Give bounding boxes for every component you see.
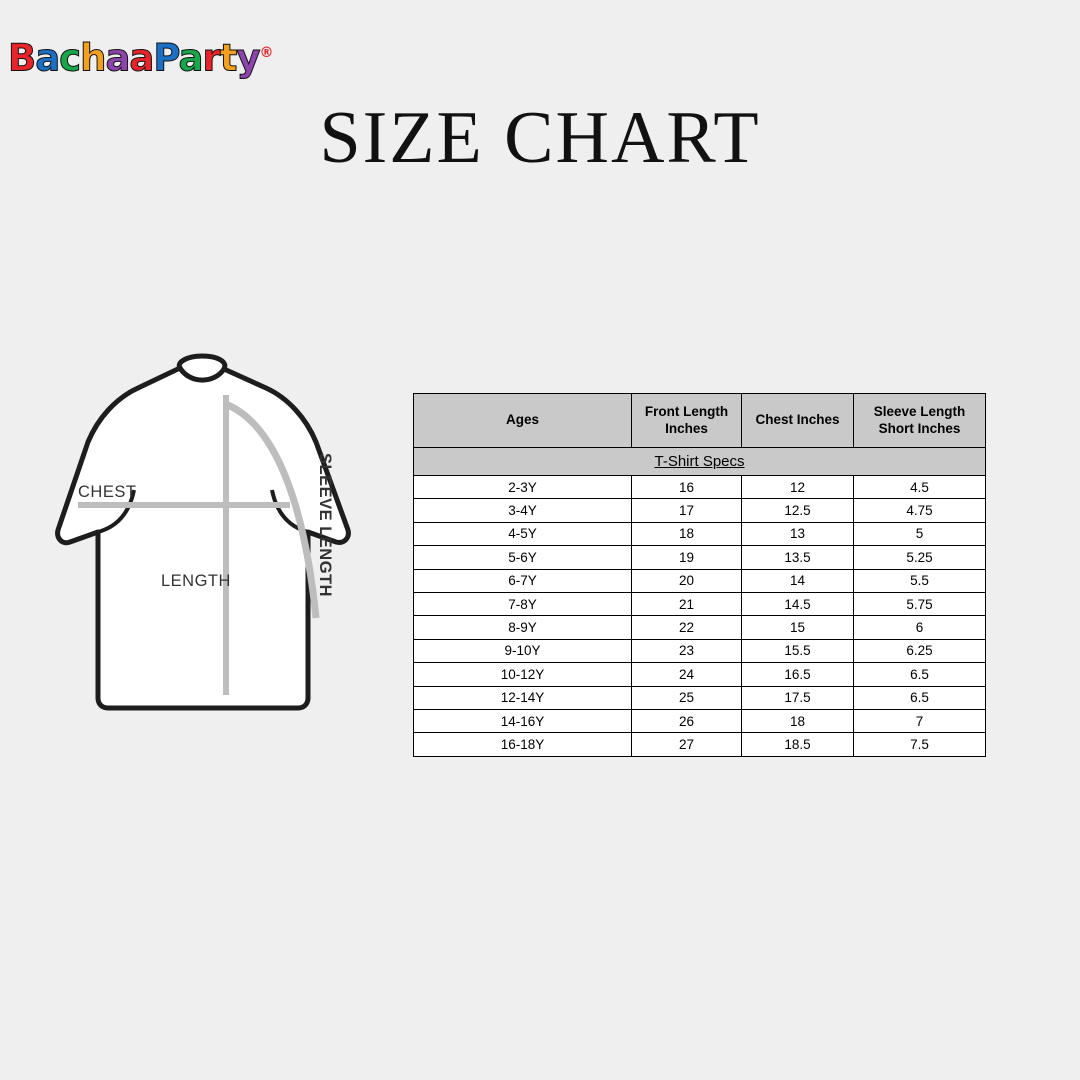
cell-sleeve-length: 4.5 bbox=[854, 476, 986, 499]
table-row bbox=[414, 616, 986, 639]
column-header-ages bbox=[414, 394, 632, 448]
chest-label: CHEST bbox=[78, 483, 137, 501]
table-caption bbox=[414, 448, 986, 476]
logo-letter: a bbox=[178, 36, 203, 80]
tshirt-outline-icon bbox=[30, 350, 390, 770]
cell-age: 14-16Y bbox=[414, 709, 632, 732]
cell-front-length: 22 bbox=[632, 616, 742, 639]
column-header-front-length bbox=[632, 394, 742, 448]
tshirt-diagram bbox=[30, 350, 390, 770]
table-row bbox=[414, 499, 986, 522]
length-label: LENGTH bbox=[161, 572, 231, 590]
cell-age: 8-9Y bbox=[414, 616, 632, 639]
cell-age: 6-7Y bbox=[414, 569, 632, 592]
table-row bbox=[414, 476, 986, 499]
table-header-row bbox=[414, 394, 986, 448]
table-row bbox=[414, 639, 986, 662]
cell-front-length: 18 bbox=[632, 522, 742, 545]
cell-age: 4-5Y bbox=[414, 522, 632, 545]
column-header-front-length-line1: Front Length bbox=[644, 403, 729, 419]
cell-front-length: 25 bbox=[632, 686, 742, 709]
cell-sleeve-length: 6 bbox=[854, 616, 986, 639]
cell-sleeve-length: 7 bbox=[854, 709, 986, 732]
column-header-sleeve-length-line2: Short Inches bbox=[878, 420, 961, 436]
logo-letter: a bbox=[105, 36, 130, 80]
logo-letter: a bbox=[35, 36, 60, 80]
cell-front-length: 16 bbox=[632, 476, 742, 499]
cell-age: 10-12Y bbox=[414, 663, 632, 686]
column-header-chest-line1: Chest Inches bbox=[755, 412, 840, 428]
table-row bbox=[414, 709, 986, 732]
brand-logo bbox=[8, 18, 273, 88]
table-row bbox=[414, 546, 986, 569]
table-row bbox=[414, 569, 986, 592]
column-header-sleeve-length bbox=[854, 394, 986, 448]
cell-chest: 12 bbox=[742, 476, 854, 499]
cell-chest: 17.5 bbox=[742, 686, 854, 709]
cell-sleeve-length: 5 bbox=[854, 522, 986, 545]
cell-chest: 14 bbox=[742, 569, 854, 592]
cell-chest: 15 bbox=[742, 616, 854, 639]
column-header-front-length-line2: Inches bbox=[665, 420, 708, 436]
logo-letter: B bbox=[8, 36, 36, 80]
cell-front-length: 24 bbox=[632, 663, 742, 686]
cell-age: 5-6Y bbox=[414, 546, 632, 569]
cell-chest: 12.5 bbox=[742, 499, 854, 522]
table-row bbox=[414, 663, 986, 686]
cell-sleeve-length: 5.75 bbox=[854, 592, 986, 615]
cell-chest: 18.5 bbox=[742, 733, 854, 756]
table-row bbox=[414, 522, 986, 545]
cell-chest: 16.5 bbox=[742, 663, 854, 686]
cell-front-length: 17 bbox=[632, 499, 742, 522]
cell-sleeve-length: 6.5 bbox=[854, 686, 986, 709]
column-header-chest bbox=[742, 394, 854, 448]
cell-age: 2-3Y bbox=[414, 476, 632, 499]
column-header-ages-line1: Ages bbox=[505, 412, 539, 428]
page-title: SIZE CHART bbox=[319, 97, 761, 179]
logo-letter: t bbox=[219, 36, 237, 80]
table-caption-text: T-Shirt Specs bbox=[654, 453, 745, 470]
cell-chest: 13.5 bbox=[742, 546, 854, 569]
table-caption-row bbox=[414, 448, 986, 476]
cell-sleeve-length: 4.75 bbox=[854, 499, 986, 522]
cell-age: 3-4Y bbox=[414, 499, 632, 522]
registered-mark-icon: ® bbox=[259, 45, 273, 61]
table-row bbox=[414, 733, 986, 756]
cell-age: 7-8Y bbox=[414, 592, 632, 615]
brand-logo-text bbox=[8, 18, 273, 93]
logo-letter: P bbox=[153, 36, 179, 80]
cell-front-length: 23 bbox=[632, 639, 742, 662]
cell-chest: 13 bbox=[742, 522, 854, 545]
size-chart-table bbox=[413, 393, 986, 757]
cell-sleeve-length: 5.5 bbox=[854, 569, 986, 592]
cell-age: 12-14Y bbox=[414, 686, 632, 709]
table-row bbox=[414, 592, 986, 615]
cell-front-length: 26 bbox=[632, 709, 742, 732]
cell-age: 9-10Y bbox=[414, 639, 632, 662]
cell-front-length: 27 bbox=[632, 733, 742, 756]
cell-sleeve-length: 5.25 bbox=[854, 546, 986, 569]
logo-letter: c bbox=[59, 36, 81, 80]
logo-letter: y bbox=[236, 36, 260, 80]
cell-age: 16-18Y bbox=[414, 733, 632, 756]
cell-chest: 15.5 bbox=[742, 639, 854, 662]
cell-sleeve-length: 6.25 bbox=[854, 639, 986, 662]
logo-letter: r bbox=[202, 36, 220, 80]
table-body bbox=[414, 476, 986, 757]
logo-letter: h bbox=[80, 36, 106, 80]
column-header-sleeve-length-line1: Sleeve Length bbox=[873, 403, 966, 419]
cell-sleeve-length: 6.5 bbox=[854, 663, 986, 686]
logo-letter: a bbox=[129, 36, 154, 80]
cell-front-length: 19 bbox=[632, 546, 742, 569]
table-row bbox=[414, 686, 986, 709]
cell-chest: 18 bbox=[742, 709, 854, 732]
cell-front-length: 20 bbox=[632, 569, 742, 592]
cell-sleeve-length: 7.5 bbox=[854, 733, 986, 756]
cell-chest: 14.5 bbox=[742, 592, 854, 615]
sleeve-length-label: SLEEVE LENGTH bbox=[316, 453, 334, 598]
cell-front-length: 21 bbox=[632, 592, 742, 615]
size-chart-table-container bbox=[413, 393, 985, 757]
